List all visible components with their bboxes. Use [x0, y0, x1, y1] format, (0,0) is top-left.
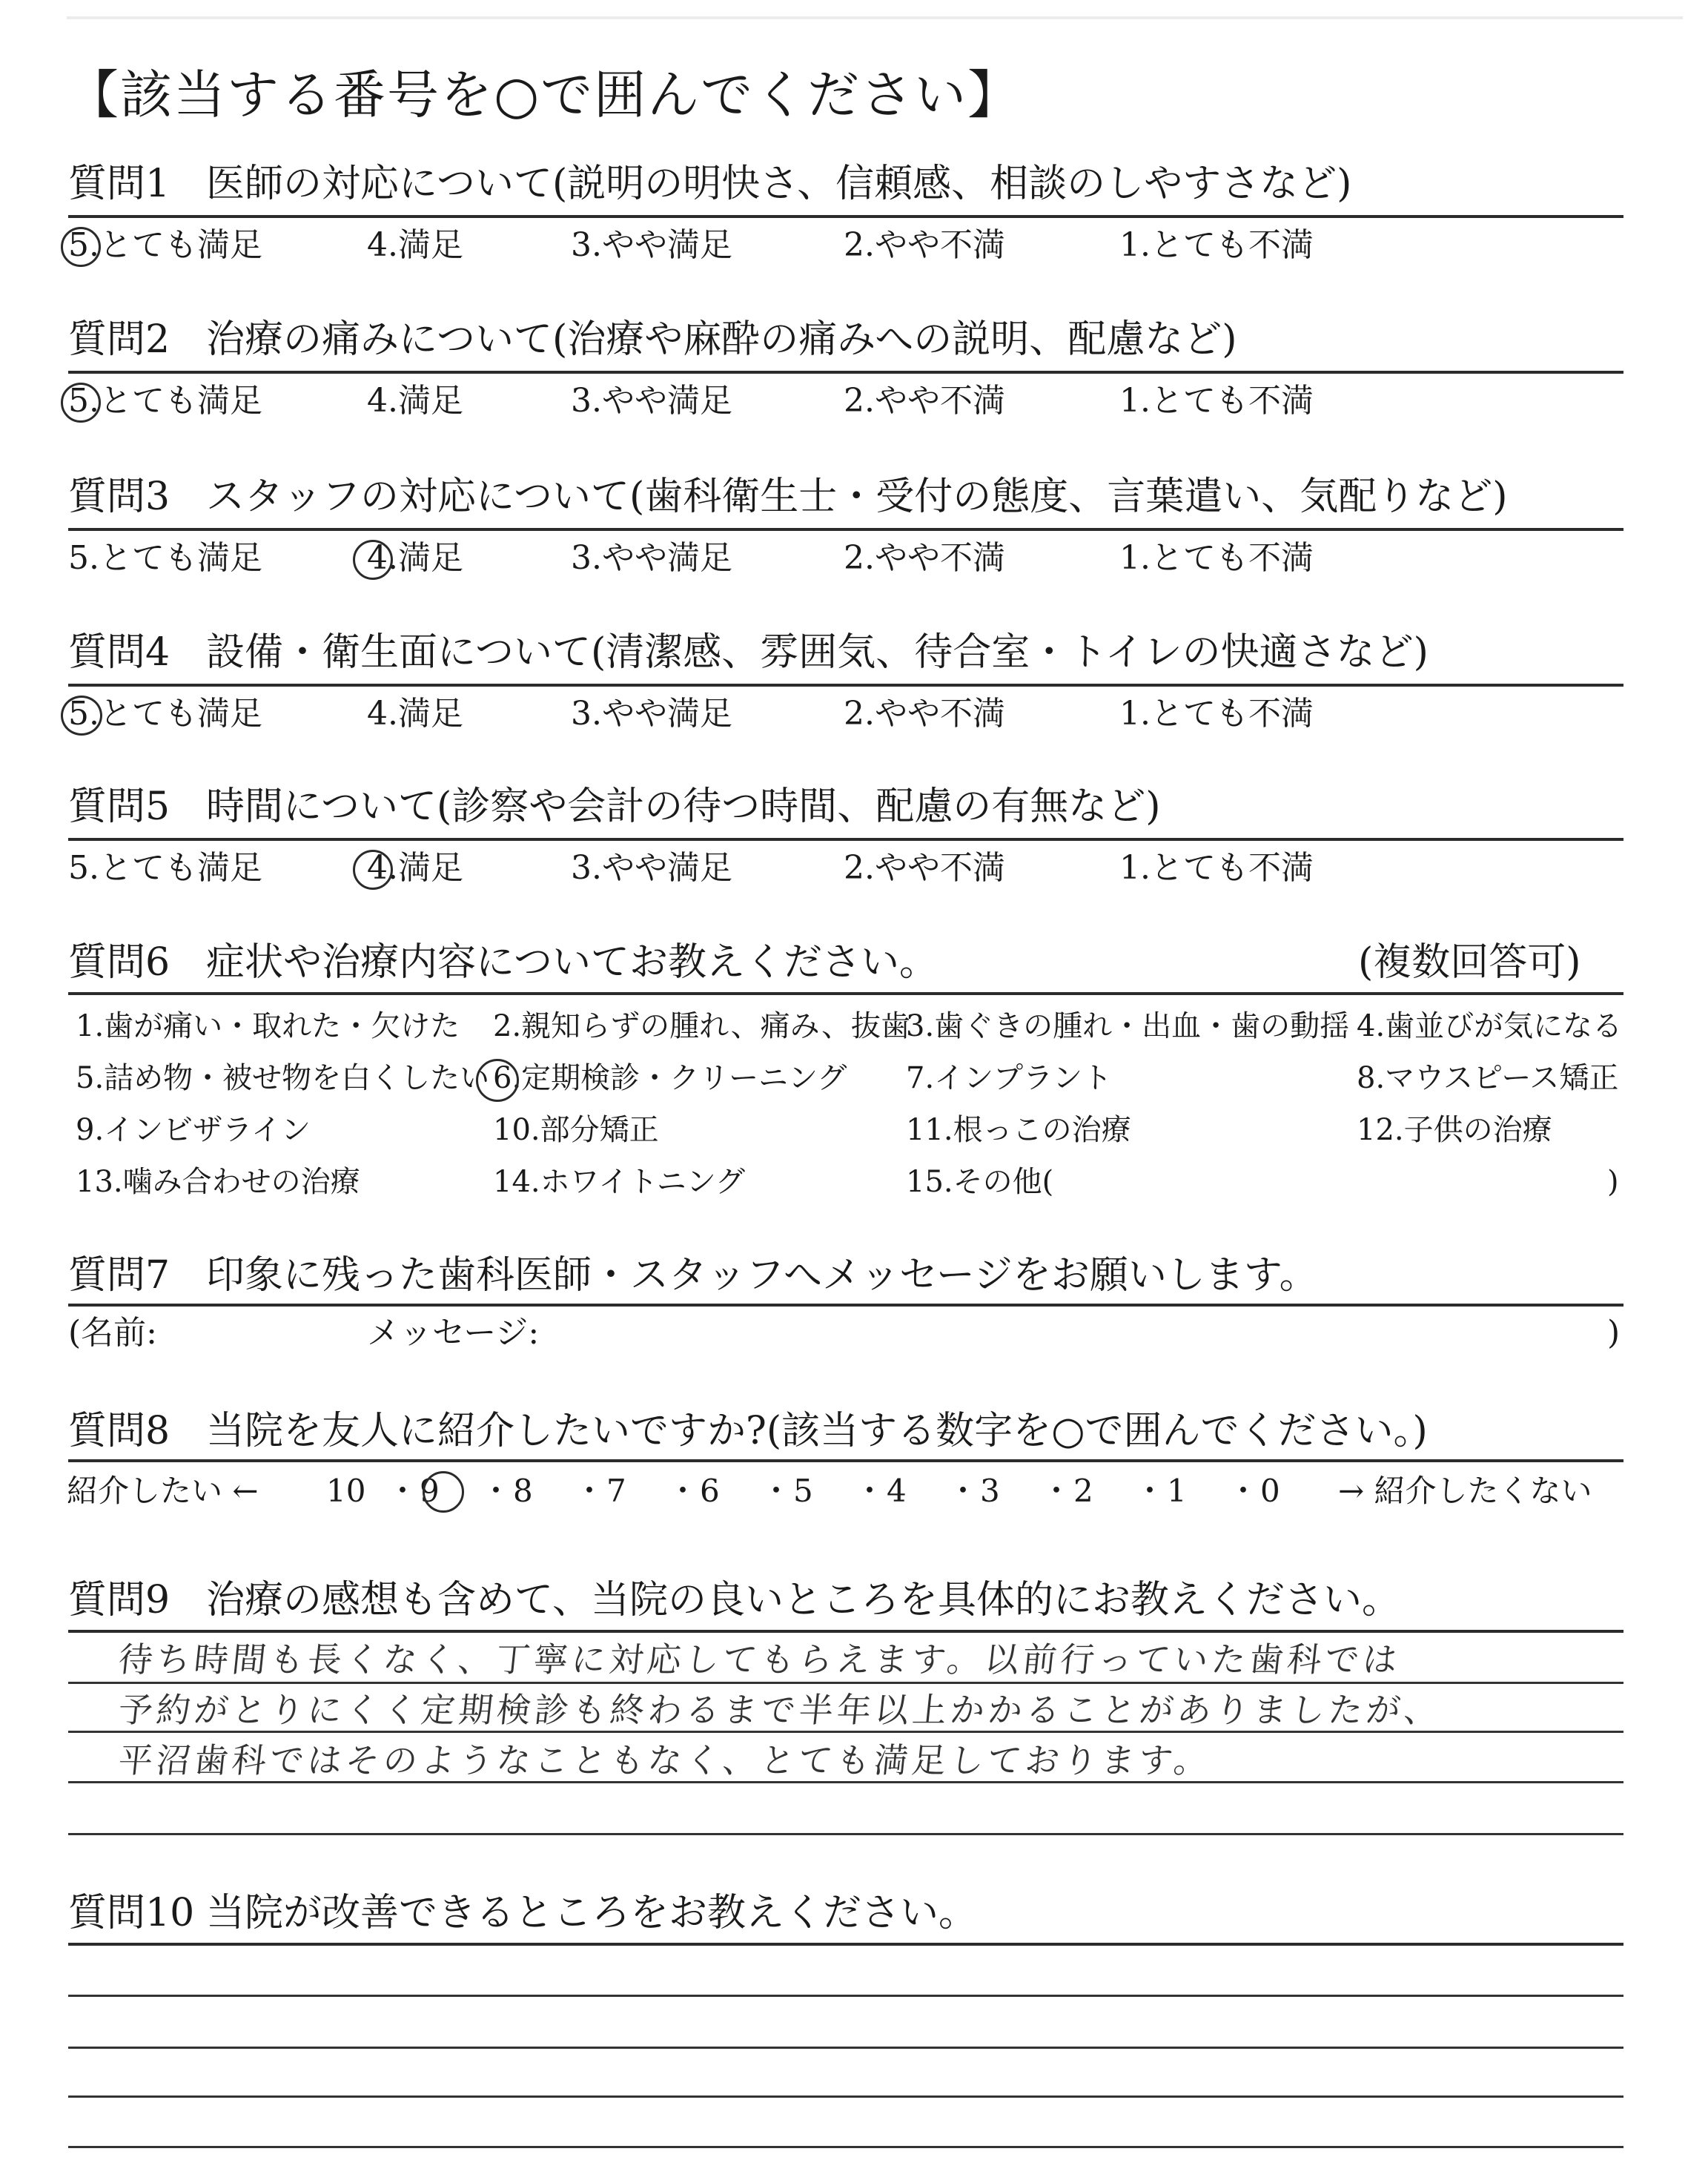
q8-scale-separator: ・: [761, 1473, 792, 1509]
q10-line-3: [68, 2047, 1623, 2049]
question-1-title: [68, 162, 1351, 206]
q8-scale-9[interactable]: 9: [420, 1473, 440, 1509]
q8-scale-8[interactable]: 8: [513, 1473, 533, 1509]
question-2-title: [68, 317, 1237, 362]
q5-answer-circle: [353, 850, 393, 890]
question-9-title: [68, 1578, 1400, 1622]
q3-option-3[interactable]: 3.やや満足: [571, 539, 732, 577]
q2-option-3[interactable]: 3.やや満足: [571, 382, 732, 420]
q2-option-1[interactable]: 1.とても不満: [1119, 382, 1314, 420]
question-8-rule: [68, 1459, 1623, 1462]
question-4-number: 質問4: [68, 630, 171, 675]
question-7-text: 印象に残った歯科医師・スタッフへメッセージをお願いします。: [206, 1253, 1318, 1298]
question-6-rule: [68, 992, 1623, 995]
q6-option-4[interactable]: 4.歯並びが気になる: [1357, 1009, 1623, 1043]
question-8-text: 当院を友人に紹介したいですか?(該当する数字を○で囲んでください。): [206, 1409, 1428, 1453]
q8-scale-5[interactable]: 5: [793, 1473, 813, 1509]
q3-option-2[interactable]: 2.やや不満: [844, 539, 1005, 577]
q6-option-6[interactable]: 6.定期検診・クリーニング: [493, 1061, 847, 1095]
q8-answer-circle: [423, 1471, 464, 1513]
q8-scale-separator: ・: [1041, 1473, 1073, 1509]
q8-scale-4[interactable]: 4: [887, 1473, 907, 1509]
q3-option-4[interactable]: 4.満足: [367, 539, 463, 577]
question-1-number: 質問1: [68, 162, 171, 206]
q9-line-4: [68, 1781, 1623, 1783]
q1-answer-circle: [61, 227, 101, 267]
q5-option-5[interactable]: 5.とても満足: [68, 849, 262, 887]
q6-option-15-close: ): [1607, 1165, 1619, 1199]
q7-name-label: (名前:: [68, 1314, 157, 1352]
question-4-text: 設備・衛生面について(清潔感、雰囲気、待合室・トイレの快適さなど): [206, 630, 1429, 675]
q3-option-1[interactable]: 1.とても不満: [1119, 539, 1314, 577]
question-10-number: 質問10: [68, 1891, 195, 1935]
q9-answer-line-3: 平沼歯科ではそのようなこともなく、とても満足しております。: [116, 1740, 1214, 1780]
q4-option-1[interactable]: 1.とても不満: [1119, 695, 1314, 733]
q6-option-15[interactable]: 15.その他(: [906, 1165, 1054, 1199]
q4-option-2[interactable]: 2.やや不満: [844, 695, 1005, 733]
q6-option-9[interactable]: 9.インビザライン: [76, 1113, 311, 1147]
q6-option-7[interactable]: 7.インプラント: [906, 1061, 1113, 1095]
question-3-text: スタッフの対応について(歯科衛生士・受付の態度、言葉遣い、気配りなど): [206, 475, 1508, 519]
q2-answer-circle: [61, 383, 101, 423]
q8-scale-1[interactable]: 1: [1167, 1473, 1187, 1509]
question-5-text: 時間について(診察や会計の待つ時間、配慮の有無など): [206, 785, 1161, 829]
q8-scale-separator: ・: [1134, 1473, 1166, 1509]
question-7-title: [68, 1253, 1318, 1298]
q6-option-10[interactable]: 10.部分矯正: [493, 1113, 659, 1147]
q8-scale-7[interactable]: 7: [606, 1473, 626, 1509]
q8-scale-separator: ・: [480, 1473, 512, 1509]
question-9-text: 治療の感想も含めて、当院の良いところを具体的にお教えください。: [206, 1578, 1400, 1622]
question-9-rule: [68, 1630, 1623, 1633]
question-10-text: 当院が改善できるところをお教えください。: [206, 1891, 978, 1935]
q1-option-3[interactable]: 3.やや満足: [571, 226, 732, 264]
q10-line-4: [68, 2095, 1623, 2098]
question-8-title: [68, 1409, 1428, 1453]
q9-answer-line-1: 待ち時間も長くなく、丁寧に対応してもらえます。以前行っていた歯科では: [116, 1639, 1403, 1680]
q6-option-8[interactable]: 8.マウスピース矯正: [1357, 1061, 1619, 1095]
q8-scale-0[interactable]: 0: [1260, 1473, 1280, 1509]
q6-option-2[interactable]: 2.親知らずの腫れ、痛み、抜歯: [493, 1009, 910, 1043]
question-2-rule: [68, 371, 1623, 374]
q8-left-label: 紹介したい ←: [67, 1473, 259, 1509]
q9-line-2: [68, 1682, 1623, 1684]
q1-option-1[interactable]: 1.とても不満: [1119, 226, 1314, 264]
q8-scale-separator: ・: [1228, 1473, 1260, 1509]
q2-option-2[interactable]: 2.やや不満: [844, 382, 1005, 420]
question-5-number: 質問5: [68, 785, 171, 829]
question-4-rule: [68, 684, 1623, 687]
q1-option-5[interactable]: 5.とても満足: [68, 226, 262, 264]
q6-option-3[interactable]: 3.歯ぐきの腫れ・出血・歯の動揺: [906, 1009, 1350, 1043]
question-6-number: 質問6: [68, 940, 171, 985]
q5-option-4[interactable]: 4.満足: [367, 849, 463, 887]
form-instruction: 【該当する番号を○で囲んでください】: [67, 65, 1022, 125]
question-3-title: [68, 475, 1508, 519]
q8-scale-separator: ・: [667, 1473, 699, 1509]
question-10-title: [68, 1891, 977, 1935]
q6-option-11[interactable]: 11.根っこの治療: [906, 1113, 1131, 1147]
question-4-title: [68, 630, 1429, 675]
q9-line-3: [68, 1731, 1623, 1733]
question-3-rule: [68, 528, 1623, 531]
question-7-number: 質問7: [68, 1253, 171, 1298]
q10-line-5: [68, 2146, 1623, 2148]
question-3-number: 質問3: [68, 475, 171, 519]
q6-option-12[interactable]: 12.子供の治療: [1357, 1113, 1552, 1147]
q5-option-2[interactable]: 2.やや不満: [844, 849, 1005, 887]
q5-option-3[interactable]: 3.やや満足: [571, 849, 732, 887]
q2-option-4[interactable]: 4.満足: [367, 382, 463, 420]
q4-option-4[interactable]: 4.満足: [367, 695, 463, 733]
q8-scale-6[interactable]: 6: [700, 1473, 720, 1509]
q4-answer-circle: [61, 696, 102, 736]
q10-line-2: [68, 1995, 1623, 1997]
q6-answer-circle: [476, 1059, 519, 1102]
q4-option-5[interactable]: 5.とても満足: [68, 695, 262, 733]
question-1-rule: [68, 215, 1623, 218]
q8-scale-3[interactable]: 3: [980, 1473, 1000, 1509]
q8-right-label: → 紹介したくない: [1338, 1473, 1592, 1509]
q8-scale-separator: ・: [574, 1473, 606, 1509]
question-5-title: [68, 785, 1161, 829]
q1-option-4[interactable]: 4.満足: [367, 226, 463, 264]
q6-option-13[interactable]: 13.噛み合わせの治療: [76, 1165, 360, 1199]
question-6-title: [68, 940, 938, 985]
q8-scale-separator: ・: [387, 1473, 419, 1509]
q4-option-3[interactable]: 3.やや満足: [571, 695, 732, 733]
question-8-number: 質問8: [68, 1409, 171, 1453]
question-7-rule: [68, 1304, 1623, 1307]
page-top-edge: [67, 16, 1683, 19]
q3-answer-circle: [353, 540, 393, 580]
question-10-rule: [68, 1943, 1623, 1946]
q3-option-5[interactable]: 5.とても満足: [68, 539, 262, 577]
question-6-text: 症状や治療内容についてお教えください。: [206, 940, 938, 985]
q6-option-5[interactable]: 5.詰め物・被せ物を白くしたい: [76, 1061, 490, 1095]
question-5-rule: [68, 838, 1623, 841]
question-9-number: 質問9: [68, 1578, 171, 1622]
q8-scale-separator: ・: [854, 1473, 886, 1509]
question-2-text: 治療の痛みについて(治療や麻酔の痛みへの説明、配慮など): [206, 317, 1237, 362]
q1-option-2[interactable]: 2.やや不満: [844, 226, 1005, 264]
q2-option-5[interactable]: 5.とても満足: [68, 382, 262, 420]
q8-scale-separator: ・: [947, 1473, 979, 1509]
q6-option-14[interactable]: 14.ホワイトニング: [493, 1165, 746, 1199]
question-1-text: 医師の対応について(説明の明快さ、信頼感、相談のしやすさなど): [206, 162, 1352, 206]
question-6-note: (複数回答可): [1358, 940, 1581, 985]
q7-message-label: メッセージ:: [367, 1314, 540, 1352]
q9-line-5: [68, 1833, 1623, 1835]
q8-scale-10[interactable]: 10: [326, 1473, 366, 1509]
q7-close-paren: ): [1607, 1314, 1621, 1352]
q6-option-1[interactable]: 1.歯が痛い・取れた・欠けた: [76, 1009, 460, 1043]
q8-scale-2[interactable]: 2: [1073, 1473, 1093, 1509]
q5-option-1[interactable]: 1.とても不満: [1119, 849, 1314, 887]
q9-answer-line-2: 予約がとりにくく定期検診も終わるまで半年以上かかることがありましたが、: [116, 1690, 1444, 1730]
question-2-number: 質問2: [68, 317, 171, 362]
